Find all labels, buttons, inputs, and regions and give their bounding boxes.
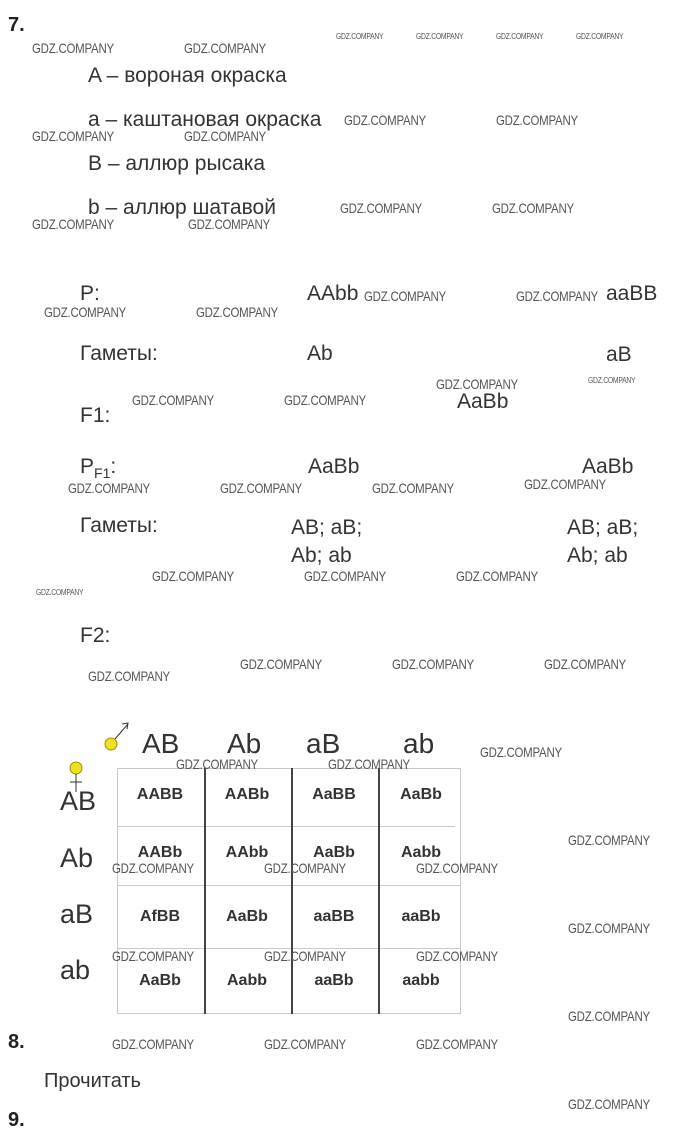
col-header-AB: AB (142, 728, 180, 759)
gametes-label: Гаметы: (80, 342, 158, 365)
watermark: GDZ.COMPANY (188, 216, 270, 232)
pf1-label: $P_{F1}$: (80, 455, 117, 482)
watermark: GDZ.COMPANY (88, 668, 170, 684)
watermark: GDZ.COMPANY (176, 756, 258, 772)
task-7-number: 7. (8, 14, 25, 36)
watermark: GDZ.COMPANY (240, 656, 322, 672)
watermark: GDZ.COMPANY (264, 860, 346, 876)
cell-r4-c4: aabb (402, 972, 440, 989)
watermark: GDZ.COMPANY (480, 744, 562, 760)
watermark: GDZ.COMPANY (416, 948, 498, 964)
male-symbol-icon (102, 718, 134, 754)
watermark: GDZ.COMPANY (304, 568, 386, 584)
watermark: GDZ.COMPANY (132, 392, 214, 408)
gametes2-left-line2: Ab; ab (291, 544, 352, 567)
definition-A: A – вороная окраска (88, 64, 287, 87)
cell-r1-c1: AABB (136, 786, 184, 803)
watermark: GDZ.COMPANY (516, 288, 598, 304)
watermark: GDZ.COMPANY (68, 480, 150, 496)
gametes2-right-line1: AB; aB; (567, 516, 639, 539)
p-right-genotype: aaBB (606, 282, 658, 305)
watermark: GDZ.COMPANY (576, 32, 624, 41)
f1-label: F1: (80, 404, 111, 427)
pf1-right-genotype: AaBb (582, 455, 634, 478)
cell-r3-c2: AaBb (226, 908, 268, 925)
watermark: GDZ.COMPANY (416, 860, 498, 876)
watermark: GDZ.COMPANY (568, 920, 650, 936)
row-header-AB: AB (60, 786, 97, 816)
watermark: GDZ.COMPANY (284, 392, 366, 408)
watermark: GDZ.COMPANY (344, 112, 426, 128)
watermark: GDZ.COMPANY (336, 32, 384, 41)
read-link[interactable]: Прочитать (44, 1070, 141, 1092)
cell-r3-c3: aaBB (313, 908, 355, 925)
f1-genotype: AaBb (457, 390, 509, 413)
cell-r3-c4: aaBb (401, 908, 441, 925)
cell-r3-c1: AfBB (140, 908, 180, 925)
cell-r1-c4: AaBb (400, 786, 442, 803)
watermark: GDZ.COMPANY (456, 568, 538, 584)
gamete-right: aB (606, 343, 632, 366)
definition-a: a – каштановая окраска (88, 108, 322, 131)
watermark: GDZ.COMPANY (112, 1036, 194, 1052)
watermark: GDZ.COMPANY (524, 476, 606, 492)
grid-line (117, 885, 461, 886)
grid-line (117, 1013, 461, 1014)
definition-B: B – аллюр рысака (88, 152, 266, 175)
gametes2-right-line2: Ab; ab (567, 544, 628, 567)
definition-b: b – аллюр шатавой (88, 196, 276, 219)
watermark: GDZ.COMPANY (32, 128, 114, 144)
watermark: GDZ.COMPANY (340, 200, 422, 216)
watermark: GDZ.COMPANY (328, 756, 410, 772)
p-left-genotype: AAbb (307, 282, 359, 305)
grid-line (117, 826, 455, 827)
watermark: GDZ.COMPANY (112, 948, 194, 964)
watermark: GDZ.COMPANY (220, 480, 302, 496)
watermark: GDZ.COMPANY (372, 480, 454, 496)
watermark: GDZ.COMPANY (496, 112, 578, 128)
cell-r4-c3: aaBb (314, 972, 354, 989)
cell-r2-c4: Aabb (401, 844, 441, 861)
watermark: GDZ.COMPANY (492, 200, 574, 216)
watermark: GDZ.COMPANY (416, 32, 464, 41)
row-header-Ab: Ab (60, 843, 94, 873)
watermark: GDZ.COMPANY (152, 568, 234, 584)
watermark: GDZ.COMPANY (544, 656, 626, 672)
watermark: GDZ.COMPANY (44, 304, 126, 320)
watermark: GDZ.COMPANY (436, 376, 518, 392)
watermark: GDZ.COMPANY (184, 40, 266, 56)
f2-label: F2: (80, 624, 111, 647)
watermark: GDZ.COMPANY (588, 376, 636, 385)
watermark: GDZ.COMPANY (184, 128, 266, 144)
watermark: GDZ.COMPANY (568, 832, 650, 848)
gametes2-left-line1: AB; aB; (291, 516, 363, 539)
col-header-ab: ab (403, 728, 435, 759)
row-header-aB: aB (60, 899, 94, 929)
cell-r4-c2: Aabb (227, 972, 267, 989)
watermark: GDZ.COMPANY (496, 32, 544, 41)
watermark: GDZ.COMPANY (196, 304, 278, 320)
row-header-ab: ab (60, 955, 91, 985)
pf1-left-genotype: AaBb (308, 455, 360, 478)
watermark: GDZ.COMPANY (416, 1036, 498, 1052)
watermark: GDZ.COMPANY (264, 1036, 346, 1052)
watermark: GDZ.COMPANY (36, 588, 84, 597)
watermark: GDZ.COMPANY (112, 860, 194, 876)
cell-r2-c1: AABb (137, 844, 183, 861)
watermark: GDZ.COMPANY (264, 948, 346, 964)
task-9-number: 9. (8, 1109, 25, 1131)
p-label: P: (80, 282, 100, 305)
cell-r2-c3: AaBb (313, 844, 355, 861)
cell-r1-c2: AABb (224, 786, 270, 803)
watermark: GDZ.COMPANY (32, 216, 114, 232)
watermark: GDZ.COMPANY (392, 656, 474, 672)
cell-r1-c3: AaBB (312, 786, 356, 803)
punnett-grid (117, 768, 461, 1014)
watermark: GDZ.COMPANY (568, 1008, 650, 1024)
col-header-Ab: Ab (227, 728, 262, 759)
watermark: GDZ.COMPANY (364, 288, 446, 304)
gametes2-label: Гаметы: (80, 514, 158, 537)
col-header-aB: aB (306, 728, 341, 759)
gamete-left: Ab (307, 342, 333, 365)
cell-r2-c2: AAbb (225, 844, 269, 861)
watermark: GDZ.COMPANY (568, 1096, 650, 1112)
cell-r4-c1: AaBb (139, 972, 181, 989)
task-8-number: 8. (8, 1031, 25, 1053)
watermark: GDZ.COMPANY (32, 40, 114, 56)
